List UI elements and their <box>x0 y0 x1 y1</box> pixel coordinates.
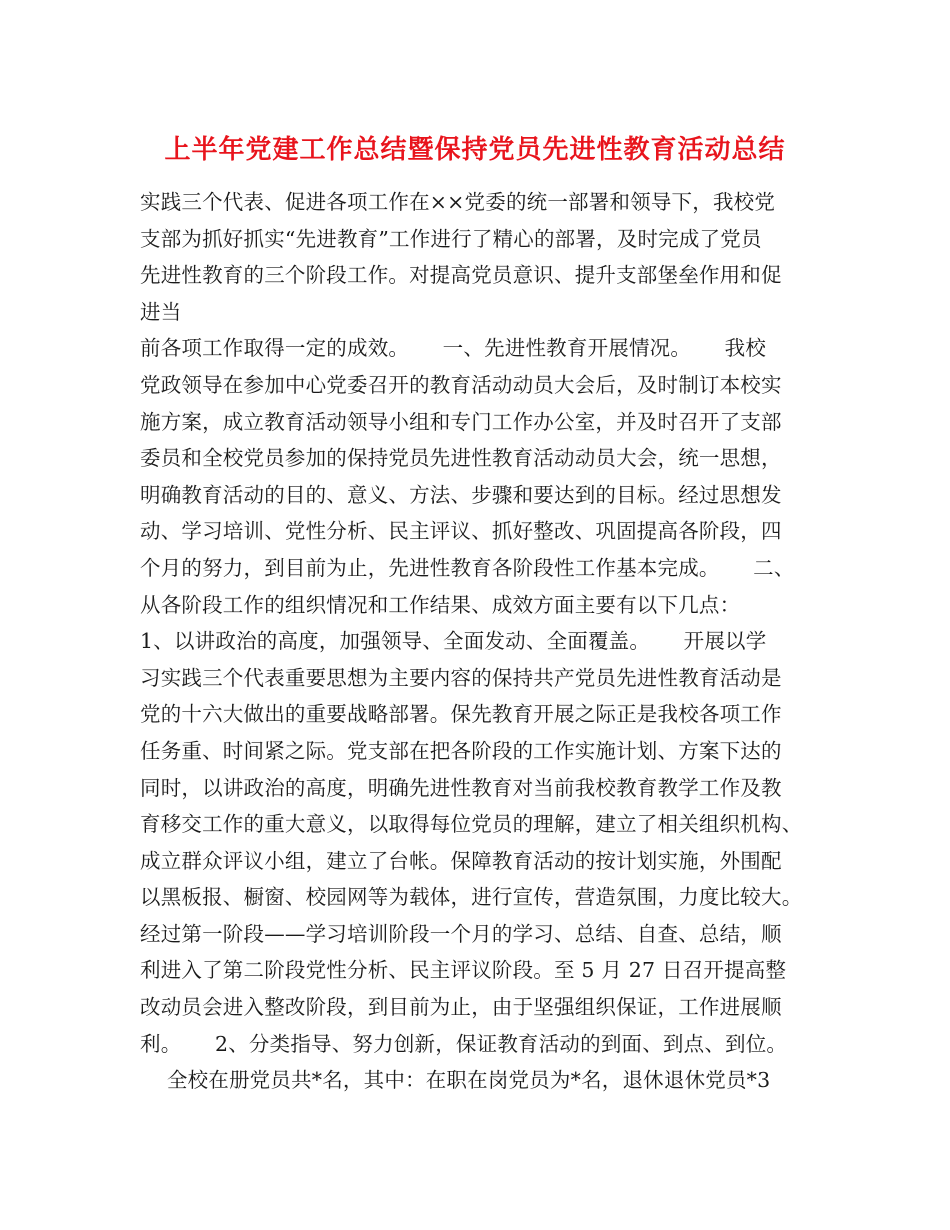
body-line: 改动员会进入整改阶段，到目前为止，由于坚强组织保证，工作进展顺 <box>140 995 782 1020</box>
body-line: 从各阶段工作的组织情况和工作结果、成效方面主要有以下几点： <box>140 592 741 617</box>
body-line: 动、学习培训、党性分析、民主评议、抓好整改、巩固提高各阶段，四 <box>140 519 782 544</box>
body-line: 以黑板报、橱窗、校园网等为载体，进行宣传，营造氛围，力度比较大。 <box>140 885 803 910</box>
body-line: 利。 2、分类指导、努力创新，保证教育活动的到面、到点、到位。 <box>140 1031 788 1056</box>
body-line: 委员和全校党员参加的保持党员先进性教育活动动员大会，统一思想， <box>140 446 782 471</box>
body-line: 全校在册党员共*名，其中：在职在岗党员为*名，退休退休党员*3 <box>140 1068 771 1093</box>
body-line: 实践三个代表、促进各项工作在××党委的统一部署和领导下，我校党 <box>140 190 776 214</box>
body-line: 育移交工作的重大意义，以取得每位党员的理解，建立了相关组织机构、 <box>140 812 803 837</box>
body-line: 1、以讲政治的高度，加强领导、全面发动、全面覆盖。 开展以学 <box>140 629 767 654</box>
body-line: 前各项工作取得一定的成效。 一、先进性教育开展情况。 我校 <box>140 336 767 361</box>
document-title: 上半年党建工作总结暨保持党员先进性教育活动总结 <box>164 135 786 165</box>
body-line: 明确教育活动的目的、意义、方法、步骤和要达到的目标。经过思想发 <box>140 482 782 507</box>
document-body <box>140 184 830 1099</box>
body-line: 党政领导在参加中心党委召开的教育活动动员大会后，及时制订本校实 <box>140 372 782 397</box>
body-line: 施方案，成立教育活动领导小组和专门工作办公室，并及时召开了支部 <box>140 409 782 434</box>
body-line: 党的十六大做出的重要战略部署。保先教育开展之际正是我校各项工作 <box>140 702 782 727</box>
body-line: 利进入了第二阶段党性分析、民主评议阶段。至 5 月 27 日召开提高整 <box>140 958 787 983</box>
body-line: 任务重、时间紧之际。党支部在把各阶段的工作实施计划、方案下达的 <box>140 738 782 763</box>
body-line: 成立群众评议小组，建立了台帐。保障教育活动的按计划实施，外围配 <box>140 848 782 873</box>
body-line: 经过第一阶段——学习培训阶段一个月的学习、总结、自查、总结，顺 <box>140 921 782 946</box>
body-line: 支部为抓好抓实“先进教育”工作进行了精心的部署，及时完成了党员 <box>140 226 762 251</box>
body-line: 进当 <box>140 299 182 324</box>
body-line: 同时，以讲政治的高度，明确先进性教育对当前我校教育教学工作及教 <box>140 775 782 800</box>
body-line: 个月的努力，到目前为止，先进性教育各阶段性工作基本完成。 二、 <box>140 555 795 580</box>
body-line: 先进性教育的三个阶段工作。对提高党员意识、提升支部堡垒作用和促 <box>140 263 782 288</box>
body-line: 习实践三个代表重要思想为主要内容的保持共产党员先进性教育活动是 <box>140 665 782 690</box>
